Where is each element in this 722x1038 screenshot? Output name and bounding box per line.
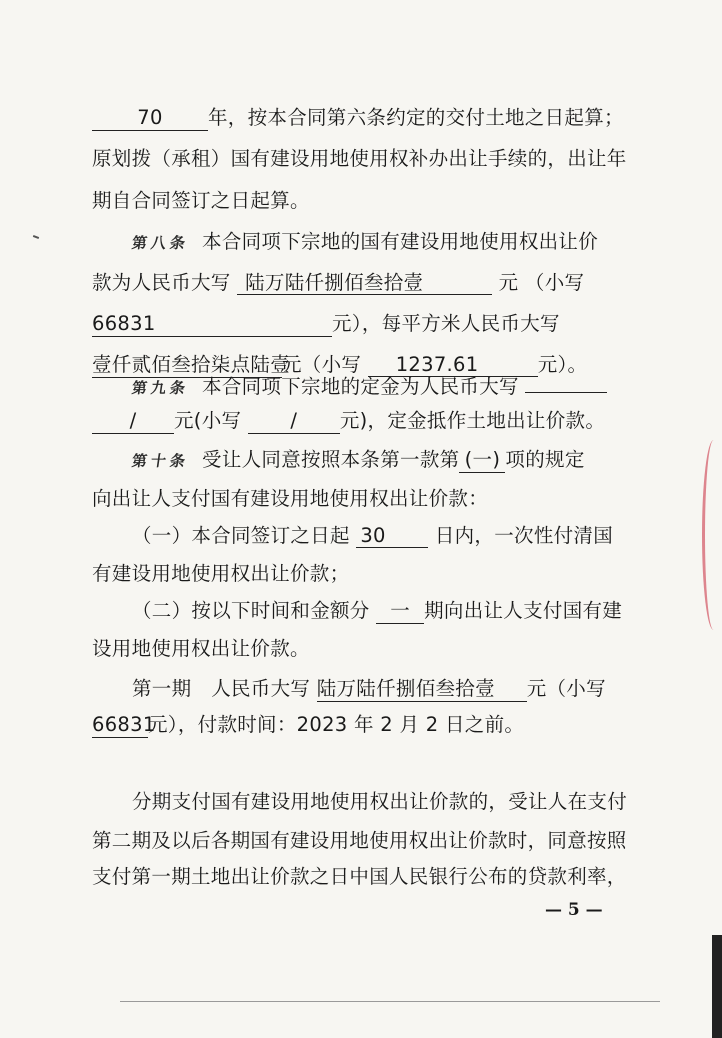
deposit-uppercase-field-cont: / (92, 409, 174, 434)
article-10-line-2: 向出让人支付国有建设用地使用权出让价款： (92, 487, 489, 510)
item-1-line-1 (132, 521, 613, 551)
installment-1-line-2 (92, 710, 524, 740)
item-1-text-a: （一）本合同签订之日起 (132, 524, 350, 547)
article-10-text-1a: 受让人同意按照本条第一款第 (202, 448, 460, 471)
term-years-field: 70 (92, 106, 208, 131)
article-10-line-1 (132, 445, 585, 475)
item-2-text-a: （二）按以下时间和金额分 (132, 599, 370, 622)
article-8-label: 第八条 (130, 234, 191, 252)
article-8-line-1 (132, 227, 598, 257)
installment-1-text-c: 元），付款时间：2023 年 2 月 2 日之前。 (148, 713, 525, 736)
deposit-lowercase-field: / (248, 409, 340, 434)
article-9-line-1 (132, 368, 607, 398)
article-8-text-2a: 款为人民币大写 (92, 271, 231, 294)
article-8-text-1: 本合同项下宗地的国有建设用地使用权出让价 (202, 230, 599, 253)
article-8-text-3: 元），每平方米人民币大写 (332, 312, 560, 335)
article-9-label: 第九条 (130, 379, 191, 397)
article-8-text-4b: 元）。 (537, 353, 588, 376)
installment-note-line-3: 支付第一期土地出让价款之日中国人民银行公布的贷款利率， (92, 865, 627, 888)
article-8-line-3 (92, 309, 560, 339)
article-10-text-1b: 项的规定 (505, 448, 585, 471)
unit-price-lowercase-field: 1237.61 (368, 353, 538, 377)
installment-note-line-1: 分期支付国有建设用地使用权出让价款的，受让人在支付 (132, 790, 628, 813)
scan-mark (33, 235, 39, 239)
payment-days-field: 30 (356, 524, 428, 548)
line-3: 期自合同签订之日起算。 (92, 189, 310, 212)
seal-stamp-edge (702, 440, 722, 630)
installment-1-line-1 (132, 674, 606, 704)
deposit-uppercase-field (525, 368, 607, 393)
item-1-line-2: 有建设用地使用权出让价款； (92, 562, 350, 585)
price-uppercase-field: 陆万陆仟捌佰叁拾壹 (237, 271, 492, 295)
article-9-text-2b: 元)，定金抵作土地出让价款。 (339, 409, 606, 432)
item-2-text-b: 期向出让人支付国有建 (424, 599, 623, 622)
installment-1-text-a: 第一期 人民币大写 (132, 677, 311, 700)
article-9-text-1: 本合同项下宗地的定金为人民币大写 (202, 375, 519, 398)
unit-price-uppercase-field: 壹仟贰佰叁拾柒点陆壹 (92, 353, 291, 376)
item-1-text-b: 日内，一次性付清国 (434, 524, 614, 547)
page-number: — 5 — (545, 900, 603, 920)
article-8-line-2 (92, 268, 584, 298)
article-8-text-2b: 元 （小写 (498, 271, 585, 294)
scan-edge-shadow (712, 935, 722, 1038)
article-8-text-4a: 元（小写 (282, 353, 362, 376)
article-9-line-2 (92, 406, 605, 436)
article-9-text-2a: 元(小写 (174, 409, 242, 432)
installment-1-lowercase-field: 66831 (92, 713, 156, 736)
installment-1-text-b: 元（小写 (526, 677, 606, 700)
item-2-line-2: 设用地使用权出让价款。 (92, 637, 310, 660)
line-2: 原划拨（承租）国有建设用地使用权补办出让手续的，出让年 (92, 147, 627, 170)
price-lowercase-field: 66831 (92, 312, 332, 337)
installment-1-uppercase-field: 陆万陆仟捌佰叁拾壹 (317, 677, 527, 702)
item-2-line-1 (132, 596, 622, 626)
line-1-text: 年，按本合同第六条约定的交付土地之日起算； (208, 106, 624, 129)
clause-choice-field: (一) (459, 448, 505, 473)
line-1 (92, 103, 624, 133)
installment-note-line-2: 第二期及以后各期国有建设用地使用权出让价款时，同意按照 (92, 829, 627, 852)
article-10-label: 第十条 (130, 452, 191, 470)
scan-edge-line (120, 1001, 660, 1002)
installment-count-field: 一 (376, 599, 424, 624)
